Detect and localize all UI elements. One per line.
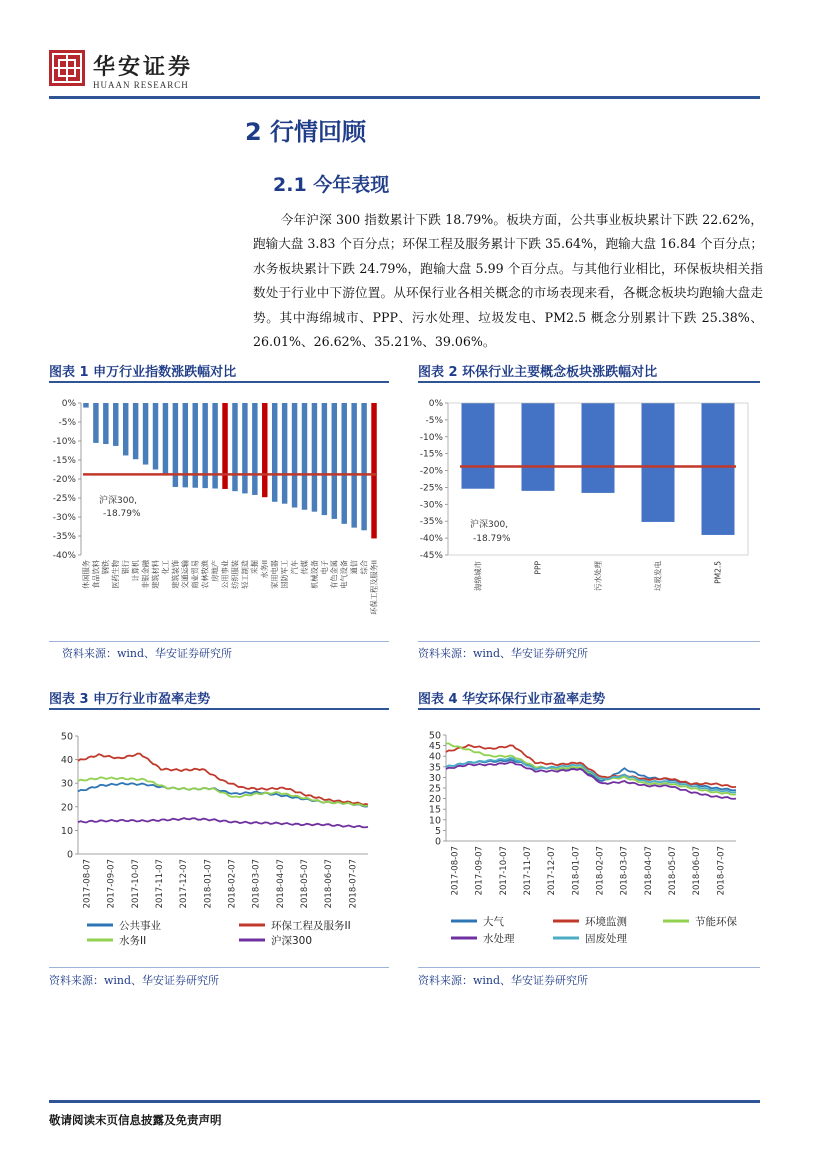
bar-化工 <box>163 403 168 475</box>
category-label: 建筑装饰 <box>170 560 180 589</box>
figure-3-source-rule <box>49 967 389 968</box>
bar-汽车 <box>292 403 297 508</box>
body-paragraph: 今年沪深 300 指数累计下跌 18.79%。板块方面，公共事业板块累计下跌 22.62%，跑输大盘 3.83 个百分点；环保工程及服务累计下跌 35.64%，跑输大盘 16.84 个百分点；水务板块累计下跌 24.79%，跑输大盘 5.99 个百分点。与其他行业相比，环保板块相关指数处于行业中下游位置。从环保行业各相关概念的市场表现来看，各概念板块均跑输大盘走势。其中海绵城市、PPP、污水处理、垃圾发电、PM2.5 概念分别累计下跌 25.38%、26.01%、26.62%、35.21%、39.06%。 <box>253 212 763 350</box>
category-label: 国防军工 <box>280 560 290 589</box>
category-label: 海绵城市 <box>473 561 483 591</box>
x-tick-label: 2017-11-07 <box>154 859 165 909</box>
x-tick-label: 2017-12-07 <box>179 859 190 909</box>
y-tick-label: -5% <box>58 418 76 428</box>
figure-3-title: 图表 3 申万行业市盈率走势 <box>49 692 211 707</box>
category-label: 交通运输 <box>180 560 190 589</box>
category-label: 非银金融 <box>140 560 150 589</box>
y-tick-label: 5 <box>434 825 441 837</box>
bar-采掘 <box>252 403 257 495</box>
bar-非银金融 <box>143 403 148 465</box>
logo-text-en: HUAAN RESEARCH <box>93 80 189 90</box>
x-tick-label: 2018-01-07 <box>571 846 582 896</box>
y-tick-label: 0 <box>66 849 73 861</box>
y-tick-label: 35 <box>428 762 441 774</box>
bar-轻工制造 <box>242 403 247 493</box>
bar-水务II <box>262 403 267 497</box>
y-tick-label: 20 <box>428 794 441 806</box>
x-tick-label: 2018-03-07 <box>251 859 262 909</box>
category-label: 轻工制造 <box>240 560 250 589</box>
figure-2-title: 图表 2 环保行业主要概念板块涨跌幅对比 <box>418 365 658 380</box>
category-label: 化工 <box>160 560 170 575</box>
category-label: 纺织服装 <box>230 560 240 589</box>
category-label: 公用事业 <box>220 560 230 589</box>
y-tick-label: 0 <box>434 836 441 848</box>
category-label: 垃圾发电 <box>653 561 663 591</box>
y-tick-label: -10% <box>419 432 443 443</box>
header-rule <box>49 96 760 99</box>
bar-通信 <box>351 403 356 528</box>
x-tick-label: 2017-09-07 <box>106 859 117 909</box>
bar-食品饮料 <box>93 403 98 443</box>
x-tick-label: 2018-01-07 <box>203 859 214 909</box>
x-tick-label: 2017-10-07 <box>130 859 141 909</box>
category-label: 有色金属 <box>329 560 339 589</box>
x-tick-label: 2017-08-07 <box>82 859 93 909</box>
bar-房地产 <box>212 403 217 489</box>
logo-text-cn: 华安证券 <box>93 54 194 80</box>
y-tick-label: 50 <box>60 731 73 743</box>
reference-label: 沪深300, <box>470 520 509 530</box>
y-tick-label: -10% <box>52 437 76 447</box>
bar-医药生物 <box>113 403 118 446</box>
y-tick-label: -15% <box>419 449 443 460</box>
bar-海绵城市 <box>462 403 495 489</box>
figure-2-source: 资料来源：wind、华安证券研究所 <box>418 647 589 660</box>
y-tick-label: -40% <box>419 534 443 545</box>
y-tick-label: 40 <box>428 751 441 763</box>
bar-钢铁 <box>103 403 108 444</box>
bar-污水处理 <box>582 403 615 493</box>
bar-机械设备 <box>312 403 317 512</box>
series-line-环保工程及服务II <box>78 754 368 805</box>
x-tick-label: 2018-05-07 <box>299 859 310 909</box>
y-tick-label: 30 <box>60 778 73 790</box>
figure-3-rule <box>49 708 389 710</box>
legend-label: 沪深300 <box>271 935 313 947</box>
footer-disclaimer: 敬请阅读末页信息披露及免责声明 <box>49 1113 222 1127</box>
y-tick-label: 15 <box>428 804 441 816</box>
x-tick-label: 2017-12-07 <box>547 846 558 896</box>
figure-4-source-rule <box>418 967 760 968</box>
y-tick-label: 45 <box>428 741 441 753</box>
x-tick-label: 2018-06-07 <box>692 846 703 896</box>
bar-电子 <box>322 403 327 515</box>
logo-seal-icon <box>49 50 85 86</box>
x-tick-label: 2018-07-07 <box>716 846 727 896</box>
figure-3-source: 资料来源：wind、华安证券研究所 <box>49 974 220 987</box>
bar-电气设备 <box>342 403 347 524</box>
y-tick-label: 10 <box>60 825 73 837</box>
x-tick-label: 2018-04-07 <box>275 859 286 909</box>
legend-label: 固废处理 <box>585 933 627 945</box>
figure-1-rule <box>49 381 389 383</box>
y-tick-label: 0% <box>61 399 76 409</box>
y-tick-label: 50 <box>428 730 441 742</box>
x-tick-label: 2017-10-07 <box>498 846 509 896</box>
figure-1-source: 资料来源：wind、华安证券研究所 <box>62 647 233 660</box>
y-tick-label: -25% <box>419 483 443 494</box>
bar-PM2.5 <box>702 403 735 535</box>
bar-银行 <box>123 403 128 455</box>
bar-传媒 <box>302 403 307 510</box>
y-tick-label: 20 <box>60 802 73 814</box>
y-tick-label: -5% <box>425 415 443 426</box>
category-label: PM2.5 <box>713 561 723 584</box>
category-label: 污水处理 <box>593 561 603 591</box>
y-tick-label: 0% <box>428 399 443 409</box>
category-label: 汽车 <box>289 560 299 575</box>
subsection-title: 2.1 今年表现 <box>273 174 390 196</box>
x-tick-label: 2017-11-07 <box>522 846 533 896</box>
bar-休闲服务 <box>83 403 88 408</box>
category-label: 环保工程及服务II <box>369 560 379 615</box>
y-tick-label: -45% <box>419 551 443 561</box>
legend-label: 节能环保 <box>695 916 737 928</box>
figure-1-chart <box>49 385 389 640</box>
bar-综合 <box>361 403 366 530</box>
y-tick-label: 40 <box>60 755 73 767</box>
y-tick-label: -20% <box>52 475 76 485</box>
legend-label: 环保工程及服务II <box>271 920 351 932</box>
figure-4-source: 资料来源：wind、华安证券研究所 <box>418 974 589 987</box>
bar-公用事业 <box>222 403 227 489</box>
category-label: 电子 <box>319 560 329 575</box>
figure-2-source-rule <box>418 641 760 642</box>
bar-国防军工 <box>282 403 287 504</box>
series-line-水处理 <box>446 762 736 799</box>
category-label: 计算机 <box>131 560 141 582</box>
figure-3-chart <box>49 712 389 964</box>
legend-label: 公共事业 <box>119 920 161 932</box>
y-tick-label: -35% <box>419 517 443 528</box>
category-label: 通信 <box>349 560 359 575</box>
category-label: 综合 <box>359 560 369 575</box>
category-label: 采掘 <box>250 560 260 575</box>
figure-1-source-rule <box>49 641 389 642</box>
category-label: 钢铁 <box>101 560 111 575</box>
figure-2-chart <box>418 385 760 640</box>
section-title: 2 行情回顾 <box>245 118 367 146</box>
logo-mark <box>49 50 85 86</box>
bar-环保工程及服务II <box>371 403 376 538</box>
category-label: 医药生物 <box>111 560 121 589</box>
y-tick-label: -40% <box>52 551 76 561</box>
reference-value-label: -18.79% <box>473 534 511 544</box>
x-tick-label: 2018-02-07 <box>227 859 238 909</box>
legend-label: 水处理 <box>483 933 515 945</box>
figure-4-rule <box>418 708 760 710</box>
series-line-环境监测 <box>446 745 736 787</box>
series-line-沪深300 <box>78 818 368 827</box>
y-tick-label: 10 <box>428 815 441 827</box>
category-label: 建筑材料 <box>150 560 160 589</box>
legend-label: 水务II <box>119 935 147 947</box>
bar-垃圾发电 <box>642 403 675 522</box>
category-label: 食品饮料 <box>91 560 101 589</box>
category-label: 传媒 <box>299 560 309 575</box>
category-label: 水务II <box>260 560 270 579</box>
bar-建筑材料 <box>153 403 158 470</box>
category-label: 机械设备 <box>309 560 319 589</box>
reference-value-label: -18.79% <box>103 509 141 519</box>
y-tick-label: -35% <box>52 532 76 542</box>
x-tick-label: 2018-02-07 <box>595 846 606 896</box>
y-tick-label: -20% <box>419 466 443 477</box>
category-label: PPP <box>533 561 543 575</box>
category-label: 商业贸易 <box>190 560 200 589</box>
x-tick-label: 2018-07-07 <box>348 859 359 909</box>
category-label: 房地产 <box>210 560 220 582</box>
bar-家用电器 <box>272 403 277 502</box>
bar-纺织服装 <box>232 403 237 491</box>
x-tick-label: 2018-06-07 <box>324 859 335 909</box>
category-label: 休闲服务 <box>81 560 91 589</box>
category-label: 电气设备 <box>339 560 349 589</box>
y-tick-label: -30% <box>419 500 443 511</box>
category-label: 家用电器 <box>270 560 280 589</box>
figure-4-chart <box>418 712 760 964</box>
x-tick-label: 2018-03-07 <box>619 846 630 896</box>
bar-有色金属 <box>332 403 337 519</box>
x-tick-label: 2018-05-07 <box>667 846 678 896</box>
category-label: 银行 <box>121 560 131 575</box>
x-tick-label: 2017-08-07 <box>450 846 461 896</box>
legend-label: 大气 <box>483 916 504 928</box>
x-tick-label: 2018-04-07 <box>643 846 654 896</box>
x-tick-label: 2017-09-07 <box>474 846 485 896</box>
reference-label: 沪深300, <box>99 496 138 506</box>
bar-计算机 <box>133 403 138 459</box>
y-tick-label: -25% <box>52 494 76 504</box>
legend-label: 环境监测 <box>585 916 627 928</box>
category-label: 农林牧渔 <box>200 560 210 589</box>
figure-1-title: 图表 1 申万行业指数涨跌幅对比 <box>49 365 237 380</box>
figure-2-rule <box>418 381 760 383</box>
y-tick-label: 30 <box>428 772 441 784</box>
bar-PPP <box>522 403 555 491</box>
footer-rule <box>49 1100 760 1103</box>
figure-4-title: 图表 4 华安环保行业市盈率走势 <box>418 692 606 707</box>
y-tick-label: -30% <box>52 513 76 523</box>
y-tick-label: 25 <box>428 783 441 795</box>
y-tick-label: -15% <box>52 456 76 466</box>
